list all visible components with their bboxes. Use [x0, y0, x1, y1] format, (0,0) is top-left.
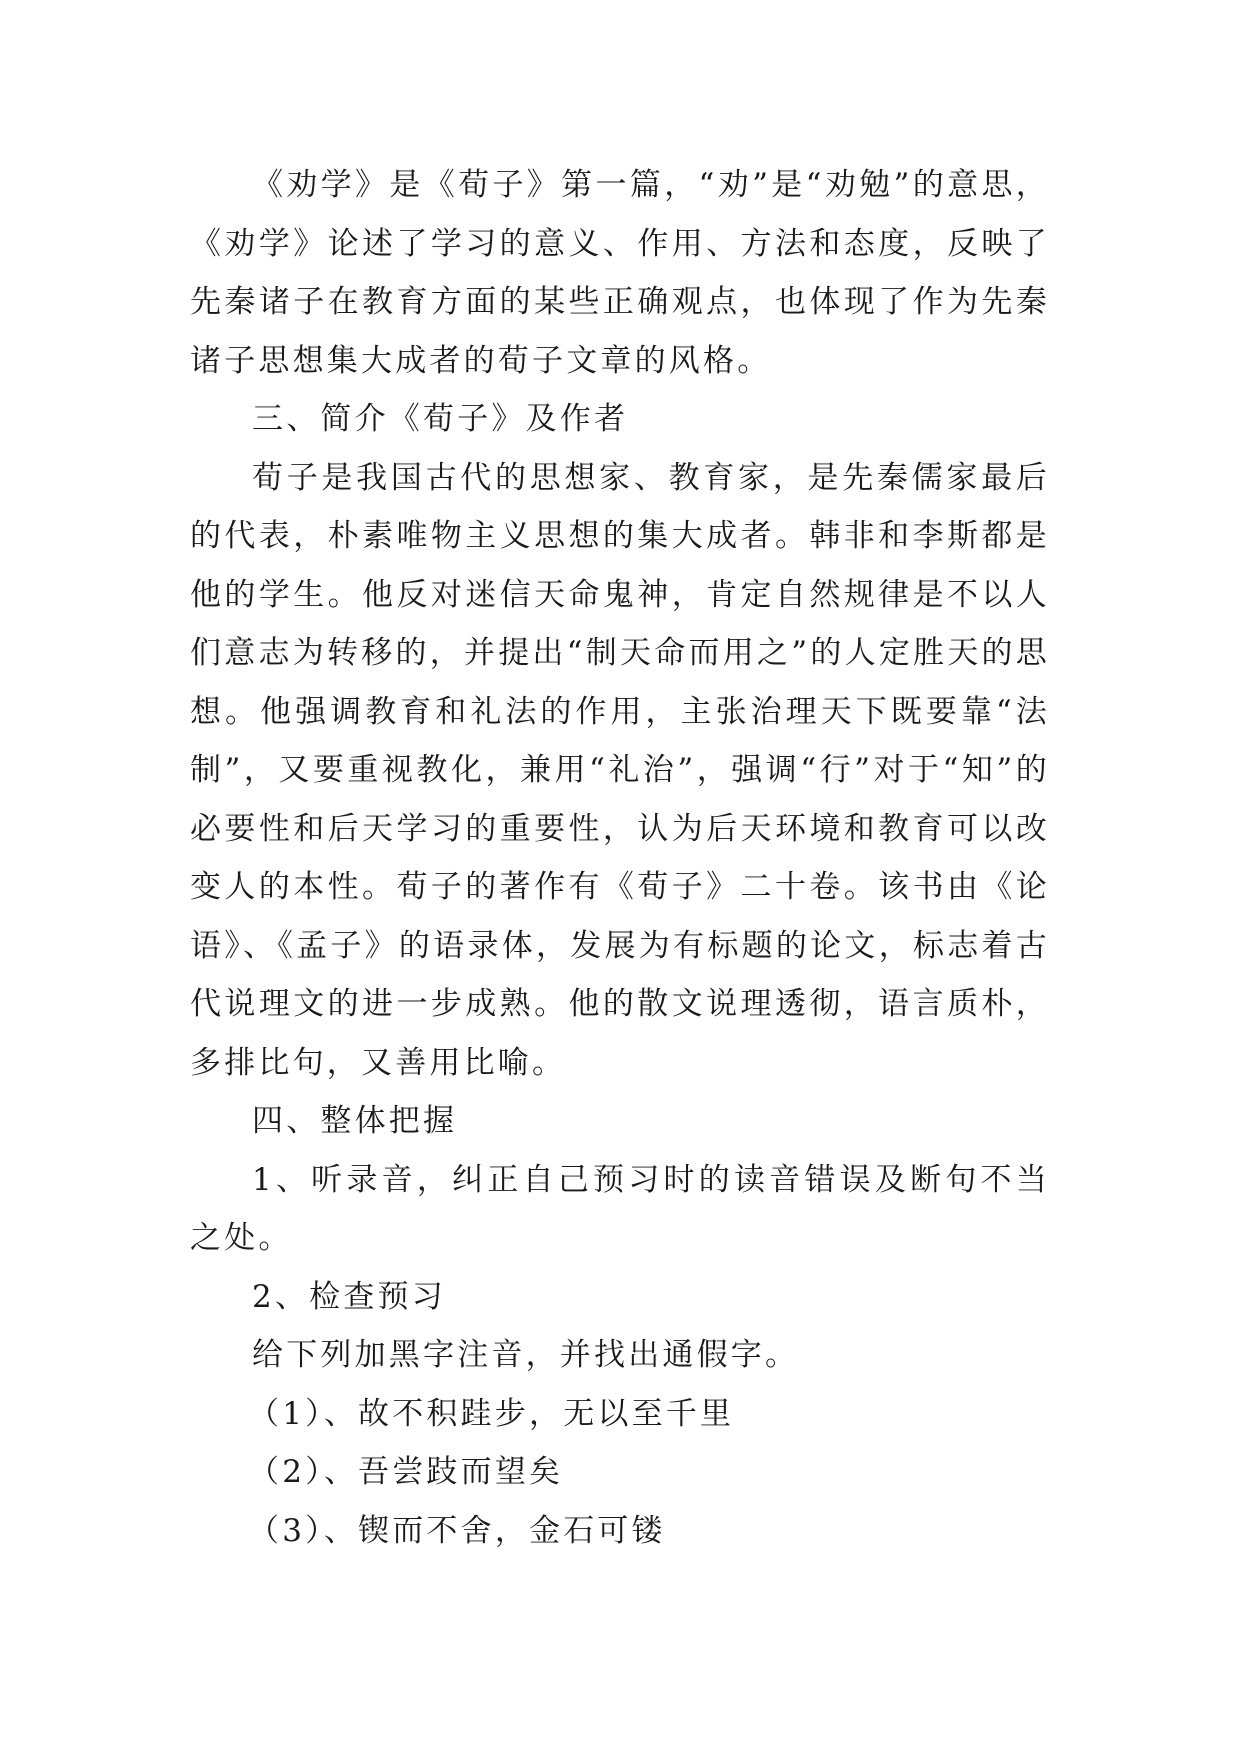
list-item-question-1: （1）、故不积跬步，无以至千里: [248, 1395, 735, 1432]
document-body: [190, 156, 1050, 1560]
section-heading-3: 三、简介《荀子》及作者: [252, 401, 629, 437]
paragraph-check-preview: 2、检查预习: [252, 1278, 446, 1315]
list-item-question-2: （2）、吾尝跂而望矣: [248, 1454, 564, 1490]
list-item-question-3: （3）、锲而不舍，金石可镂: [248, 1512, 666, 1549]
section-heading-4: 四、整体把握: [252, 1103, 458, 1139]
paragraph-listen-recording: 1、听录音，纠正自己预习时的读音错误及断句不当之处。: [190, 1161, 1050, 1256]
paragraph-quanxue-intro: 《劝学》是《荀子》第一篇，“劝”是“劝勉”的意思，《劝学》论述了学习的意义、作用、方法和态度，反映了先秦诸子在教育方面的某些正确观点，也体现了作为先秦诸子思想集大成者的荀子文章的风格。: [190, 167, 1050, 379]
paragraph-xunzi-bio: 荀子是我国古代的思想家、教育家，是先秦儒家最后的代表，朴素唯物主义思想的集大成者。韩非和李斯都是他的学生。他反对迷信天命鬼神，肯定自然规律是不以人们意志为转移的，并提出“制天命而用之”的人定胜天的思想。他强调教育和礼法的作用，主张治理天下既要靠“法制”，又要重视教化，兼用“礼治”，强调“行”对于“知”的必要性和后天学习的重要性，认为后天环境和教育可以改变人的本性。荀子的著作有《荀子》二十卷。该书由《论语》、《孟子》的语录体，发展为有标题的论文，标志着古代说理文的进一步成熟。他的散文说理透彻，语言质朴，多排比句，又善用比喻。: [190, 459, 1050, 1081]
paragraph-instruction: 给下列加黑字注音，并找出通假字。: [252, 1337, 800, 1373]
